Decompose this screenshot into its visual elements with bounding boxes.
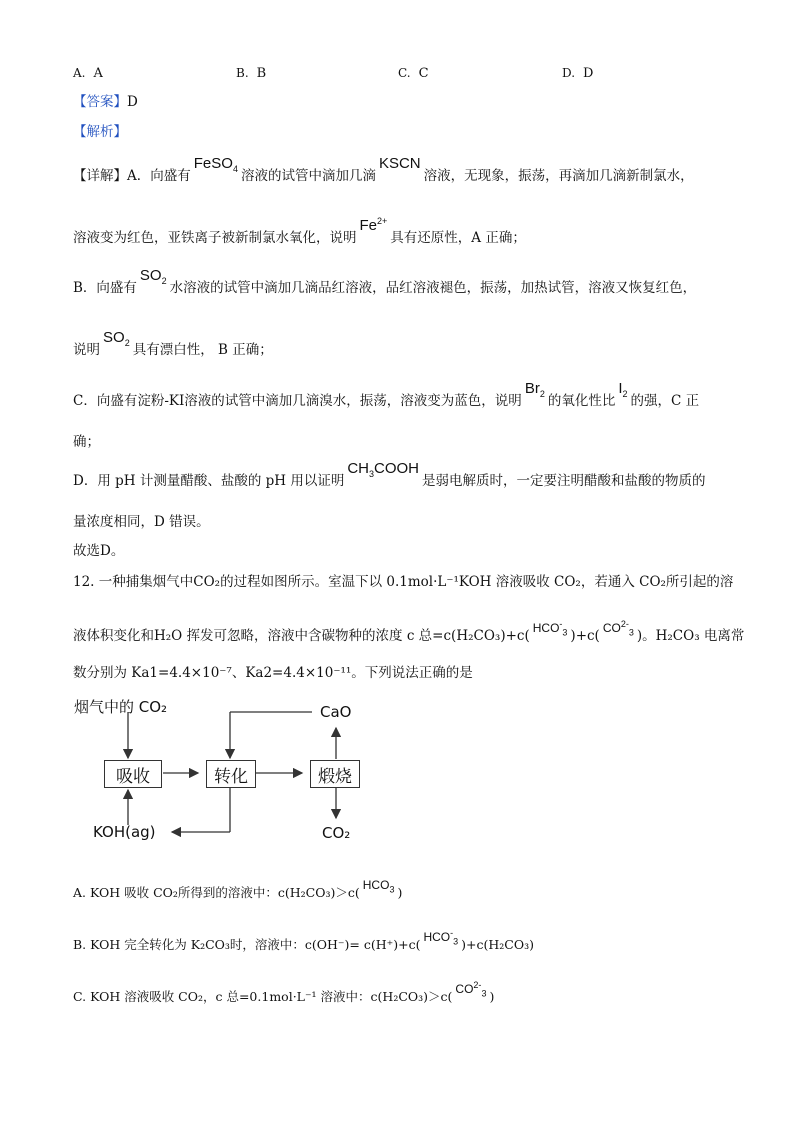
answer-line <box>73 96 138 110</box>
analysis-tag: 【解析】 <box>73 124 127 140</box>
option-c: C. C <box>398 66 429 81</box>
formula-hco3: $HCO^-_3$ <box>532 619 568 638</box>
formula-br2: $Br_2$ <box>524 380 545 399</box>
choice-a: A. KOH 吸收 CO₂所得到的溶液中：c(H₂CO₃)＞c( $HCO_3$ ) <box>73 878 403 900</box>
detail-line-5: C．向盛有淀粉-KI溶液的试管中滴加几滴溴水，振荡，溶液变为蓝色，说明$Br_2$ 的氧化性比$I_2$ 的强，C 正 <box>73 380 700 409</box>
box-calcine: 煅烧 <box>310 760 360 788</box>
option-b: B. B <box>236 66 267 81</box>
choice-c: C. KOH 溶液吸收 CO₂，c 总=0.1mol·L⁻¹ 溶液中：c(H₂CO₃)＞c( $CO^{2-}_3$ ) <box>73 980 495 1004</box>
detail-line-1: 【详解】A．向盛有FeSO$_4$ 溶液的试管中滴加几滴KSCN溶液，无现象，振荡，再滴加几滴新制氯水， <box>73 155 694 184</box>
detail-line-4: 说明$SO_2$ 具有漂白性， B 正确； <box>73 329 273 358</box>
koh-label: KOH(ag) <box>93 823 156 841</box>
box-convert: 转化 <box>206 760 256 788</box>
formula-fe2plus: $Fe^{2+}$ <box>359 216 388 234</box>
q12-line-1: 12. 一种捕集烟气中CO₂的过程如图所示。室温下以 0.1mol·L⁻¹KOH 溶液吸收 CO₂，若通入 CO₂所引起的溶 <box>73 574 734 590</box>
option-a: A. A <box>73 66 103 81</box>
detail-line-8: 量浓度相同，D 错误。 <box>73 514 210 530</box>
detail-line-9: 故选D。 <box>73 543 125 559</box>
flue-gas-label: 烟气中的 CO₂ <box>74 698 168 716</box>
co2-label: CO₂ <box>322 824 351 842</box>
detail-line-2: 溶液变为红色，亚铁离子被新制氯水氧化，说明$Fe^{2+}$具有还原性，A 正确； <box>73 216 526 246</box>
answer-tag: 【答案】 <box>73 94 127 110</box>
formula-so2: $SO_2$ <box>139 267 167 286</box>
formula-ch3cooh: $CH_3COOH$ <box>347 460 420 479</box>
formula-i2: $I_2$ <box>618 380 628 399</box>
formula-kscn: KSCN <box>378 155 421 172</box>
choice-b: B. KOH 完全转化为 K₂CO₃时，溶液中：c(OH⁻)= c(H⁺)+c( $HCO^-_3$ )+c(H₂CO₃) <box>73 928 534 952</box>
formula-co3-c: $CO^{2-}_3$ <box>455 980 487 999</box>
q12-line-2: 液体积变化和H₂O 挥发可忽略，溶液中含碳物种的浓度 c 总=c(H₂CO₃)+c( $HCO^-_3$ )+c( $CO^{2-}_3$ )。H₂CO₃ 电离常 <box>73 619 745 644</box>
formula-hco3-b: $HCO^-_3$ <box>423 928 459 947</box>
detail-line-6: 确； <box>73 434 100 450</box>
q12-line-3: 数分别为 Ka1=4.4×10⁻⁷、Ka2=4.4×10⁻¹¹。下列说法正确的是 <box>73 665 473 681</box>
cao-label: CaO <box>320 703 352 721</box>
box-absorb: 吸收 <box>104 760 162 788</box>
formula-feso4: FeSO$_4$ <box>193 155 238 174</box>
formula-so2-b: $SO_2$ <box>103 329 130 348</box>
formula-hco3-a: $HCO_3$ <box>362 878 395 895</box>
detail-line-3: B．向盛有$SO_2$ 水溶液的试管中滴加几滴品红溶液，品红溶液褪色，振荡，加热试管，溶液又恢复红色， <box>73 267 697 296</box>
formula-co3: $CO^{2-}_3$ <box>602 619 634 638</box>
option-d: D. D <box>562 66 594 81</box>
process-diagram <box>60 690 480 850</box>
detail-line-7: D．用 pH 计测量醋酸、盐酸的 pH 用以证明$CH_3COOH$是弱电解质时，一定要注明醋酸和盐酸的物质的 <box>73 460 706 489</box>
answer-value: D <box>127 94 138 110</box>
